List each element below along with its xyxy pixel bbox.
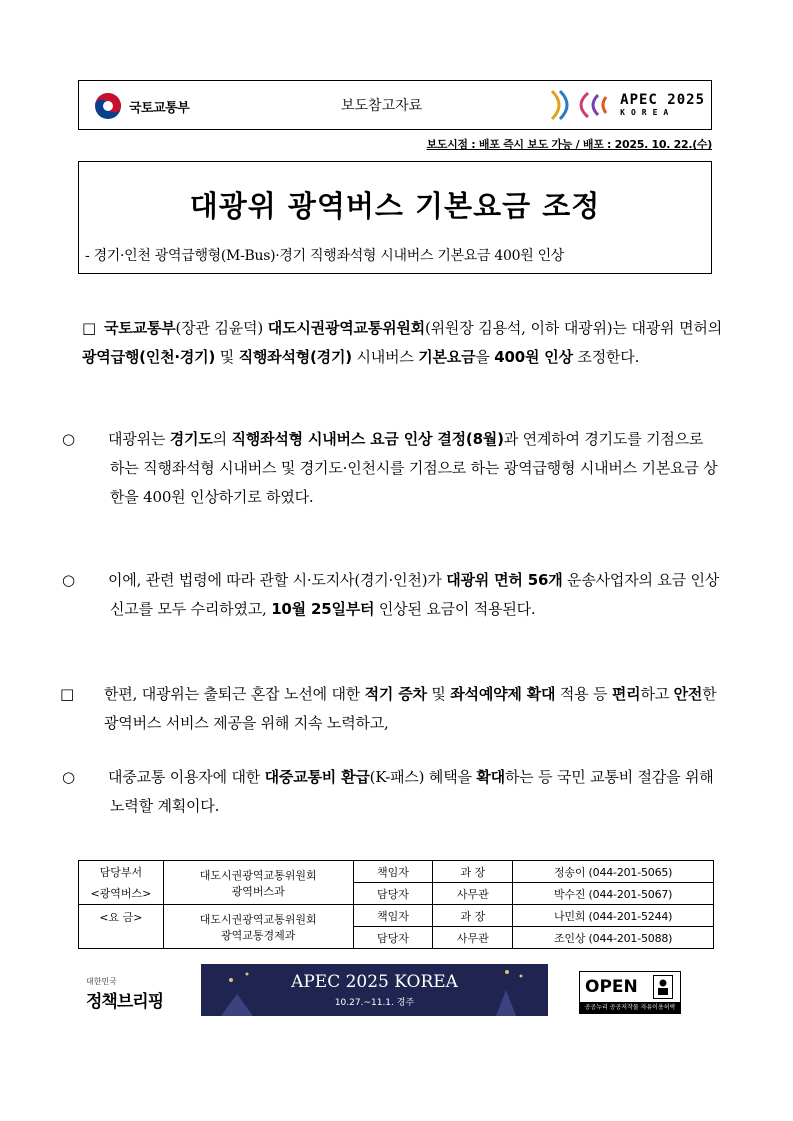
release-info: 보도시점 : 배포 즉시 보도 가능 / 배포 : 2025. 10. 22.(수) xyxy=(426,138,712,151)
dept-name: 대도시권광역교통위원회 광역교통경제과 xyxy=(163,905,353,949)
section-4 xyxy=(60,680,722,738)
text-strong: 직행좌석형 시내버스 요금 인상 결정(8월) xyxy=(231,430,504,448)
text: 인상된 요금이 적용된다. xyxy=(374,600,536,618)
title-box xyxy=(78,161,712,274)
text-strong: 경기도 xyxy=(169,430,213,448)
text: 시내버스 xyxy=(351,348,419,366)
policy-briefing-logo[interactable] xyxy=(86,976,163,1012)
circle-bullet-icon: ○ xyxy=(62,571,75,589)
text: 한편, 대광위는 출퇴근 혼잡 노선에 대한 xyxy=(104,685,365,703)
dept-label: <요 금> xyxy=(79,905,164,949)
text: 이에, 관련 법령에 따라 관할 시·도지사(경기·인천)가 xyxy=(108,571,447,589)
apec-country: KOREA xyxy=(620,108,675,117)
title-cell: 과 장 xyxy=(433,905,513,927)
role-cell: 담당자 xyxy=(353,927,433,949)
text: 의 xyxy=(212,430,232,448)
section-2 xyxy=(62,425,722,512)
text: 을 xyxy=(475,348,495,366)
role-cell: 책임자 xyxy=(353,905,433,927)
text: 하고 xyxy=(640,685,674,703)
text-strong: 편리 xyxy=(611,685,641,703)
role-cell: 담당자 xyxy=(353,883,433,905)
apec-logo xyxy=(548,87,705,123)
text-strong: 기본요금 xyxy=(418,348,476,366)
text-strong: 직행좌석형(경기) xyxy=(238,348,352,366)
text: 하는 등 국민 교통비 절감을 위해 노력할 계획이다. xyxy=(110,768,714,815)
subtitle: - 경기·인천 광역급행형(M-Bus)·경기 직행좌석형 시내버스 기본요금 400원 인상 xyxy=(85,248,565,264)
text-strong: 적기 증차 xyxy=(364,685,427,703)
section-5 xyxy=(62,763,722,821)
open-subtitle: 공공누리 공공저작물 자유이용허락 xyxy=(580,1002,680,1013)
text: (장관 김윤덕) xyxy=(175,319,268,337)
dept-name: 대도시권광역교통위원회 광역버스과 xyxy=(163,861,353,905)
apec-title: APEC 2025 xyxy=(620,92,705,108)
ministry-logo xyxy=(93,91,189,121)
dept-label: <광역버스> xyxy=(79,883,164,905)
text-strong: 400원 인상 xyxy=(494,348,573,366)
open-label: OPEN xyxy=(585,977,638,997)
text: (K-패스) 혜택을 xyxy=(369,768,477,786)
text: 대광위는 xyxy=(108,430,170,448)
section-1 xyxy=(82,314,722,372)
section-3 xyxy=(62,566,722,624)
document-type: 보도참고자료 xyxy=(341,98,423,114)
text: 및 xyxy=(426,685,451,703)
apec-banner[interactable] xyxy=(201,964,548,1016)
text-strong: 10월 25일부터 xyxy=(271,600,375,618)
text: 과 연계하여 경기도를 기점으로 하는 직행좌석형 시내버스 및 경기도·인천시를 기점으로 하는 광역급행형 시내버스 기본요금 상한을 400원 인상하기로 하였다. xyxy=(110,430,718,506)
square-bullet-icon: □ xyxy=(60,685,74,703)
text: 한 광역버스 서비스 제공을 위해 지속 노력하고, xyxy=(104,685,717,732)
briefing-title: 정책브리핑 xyxy=(86,992,164,1012)
circle-bullet-icon: ○ xyxy=(62,430,75,448)
contact-table xyxy=(78,860,714,949)
page-title: 대광위 광역버스 기본요금 조정 xyxy=(189,189,601,223)
square-bullet-icon: □ xyxy=(82,319,96,337)
text-strong: 안전 xyxy=(673,685,703,703)
table-row xyxy=(79,861,714,883)
role-cell: 책임자 xyxy=(353,861,433,883)
person-cell: 나민희 (044-201-5244) xyxy=(513,905,714,927)
person-cell: 정송이 (044-201-5065) xyxy=(513,861,714,883)
text-strong: 대광위 면허 56개 xyxy=(446,571,563,589)
table-row xyxy=(79,905,714,927)
banner-dates: 10.27.~11.1. 경주 xyxy=(334,998,415,1008)
text-strong: 대중교통비 환급 xyxy=(264,768,370,786)
text-strong: 좌석예약제 확대 xyxy=(450,685,556,703)
ministry-name: 국토교통부 xyxy=(129,100,190,116)
text: 운송사업자의 요금 인상 신고를 모두 수리하였고, xyxy=(110,571,720,618)
text: 적용 등 xyxy=(555,685,612,703)
text-strong: 대도시권광역교통위원회 xyxy=(267,319,425,337)
title-cell: 과 장 xyxy=(433,861,513,883)
circle-bullet-icon: ○ xyxy=(62,768,75,786)
header-box xyxy=(78,80,712,130)
banner-title: APEC 2025 KOREA xyxy=(291,972,458,992)
title-cell: 사무관 xyxy=(433,883,513,905)
text: 대중교통 이용자에 대한 xyxy=(108,768,265,786)
taegeuk-icon xyxy=(93,91,123,121)
dept-label: 담당부서 xyxy=(79,861,164,883)
kogl-open-badge[interactable] xyxy=(579,971,681,1014)
title-cell: 사무관 xyxy=(433,927,513,949)
text: 및 xyxy=(215,348,239,366)
text: 조정한다. xyxy=(572,348,640,366)
text-strong: 국토교통부 xyxy=(104,319,176,337)
person-cell: 조인상 (044-201-5088) xyxy=(513,927,714,949)
text-strong: 확대 xyxy=(476,768,505,786)
person-cell: 박수진 (044-201-5067) xyxy=(513,883,714,905)
attribution-person-icon xyxy=(653,975,673,999)
text-strong: 광역급행(인천·경기) xyxy=(82,348,216,366)
apec-emblem-icon xyxy=(548,87,616,123)
text: (위원장 김용석, 이하 대광위)는 대광위 면허의 xyxy=(424,319,722,337)
briefing-small-text: 대한민국 xyxy=(86,977,117,986)
